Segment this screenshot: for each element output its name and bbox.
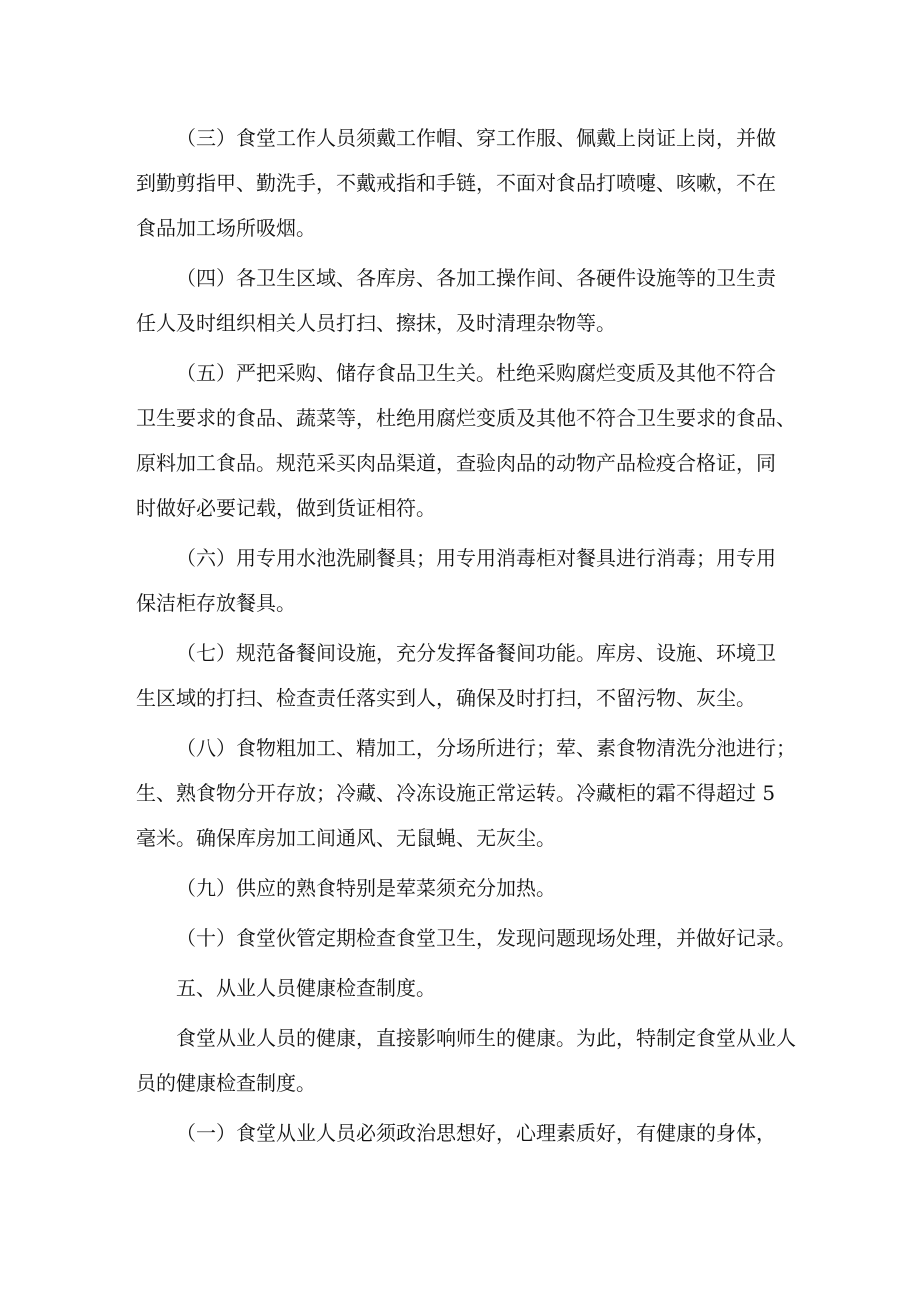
text-line: （一）食堂从业人员必须政治思想好，心理素质好，有健康的身体， — [176, 1121, 776, 1145]
text-line: （六）用专用水池洗刷餐具；用专用消毒柜对餐具进行消毒；用专用 — [176, 546, 776, 570]
paragraph-3 — [136, 116, 796, 251]
paragraph-7 — [136, 631, 796, 721]
paragraph-1 — [136, 1111, 796, 1156]
text-line: 毫米。确保库房加工间通风、无鼠蝇、无灰尘。 — [136, 826, 556, 850]
text-line: 卫生要求的食品、蔬菜等，杜绝用腐烂变质及其他不符合卫生要求的食品、 — [136, 406, 796, 430]
paragraph-10 — [136, 916, 796, 961]
paragraph-4 — [136, 256, 796, 346]
text-line: （四）各卫生区域、各库房、各加工操作间、各硬件设施等的卫生责 — [176, 266, 776, 290]
text-line: （三）食堂工作人员须戴工作帽、穿工作服、佩戴上岗证上岗，并做 — [176, 126, 776, 150]
text-line: （七）规范备餐间设施，充分发挥备餐间功能。库房、设施、环境卫 — [176, 641, 776, 665]
section-heading: 五、从业人员健康检查制度。 — [176, 976, 436, 1000]
text-line: （五）严把采购、储存食品卫生关。杜绝采购腐烂变质及其他不符合 — [176, 361, 776, 385]
text-line: 时做好必要记载，做到货证相符。 — [136, 496, 436, 520]
text-line: 生、熟食物分开存放；冷藏、冷冻设施正常运转。冷藏柜的霜不得超过 5 — [136, 781, 776, 805]
paragraph-6 — [136, 536, 796, 626]
text-line: 保洁柜存放餐具。 — [136, 591, 296, 615]
text-line: 到勤剪指甲、勤洗手，不戴戒指和手链，不面对食品打喷嚏、咳嗽，不在 — [136, 171, 776, 195]
document-body — [136, 116, 796, 1156]
paragraph-9 — [136, 866, 796, 911]
paragraph-5 — [136, 351, 796, 531]
text-line: 食品加工场所吸烟。 — [136, 216, 316, 240]
paragraph-intro — [136, 1016, 796, 1106]
text-line: 食堂从业人员的健康，直接影响师生的健康。为此，特制定食堂从业人 — [176, 1026, 796, 1050]
text-line: 生区域的打扫、检查责任落实到人，确保及时打扫，不留污物、灰尘。 — [136, 686, 756, 710]
text-line: 员的健康检查制度。 — [136, 1071, 316, 1095]
paragraph-8 — [136, 726, 796, 861]
text-line: （十）食堂伙管定期检查食堂卫生，发现问题现场处理，并做好记录。 — [176, 926, 796, 950]
text-line: （九）供应的熟食特别是荤菜须充分加热。 — [176, 876, 556, 900]
text-line: 原料加工食品。规范采买肉品渠道，查验肉品的动物产品检疫合格证，同 — [136, 451, 776, 475]
text-line: （八）食物粗加工、精加工，分场所进行；荤、素食物清洗分池进行； — [176, 736, 796, 760]
section-heading-5 — [136, 966, 796, 1011]
text-line: 任人及时组织相关人员打扫、擦抹，及时清理杂物等。 — [136, 311, 616, 335]
